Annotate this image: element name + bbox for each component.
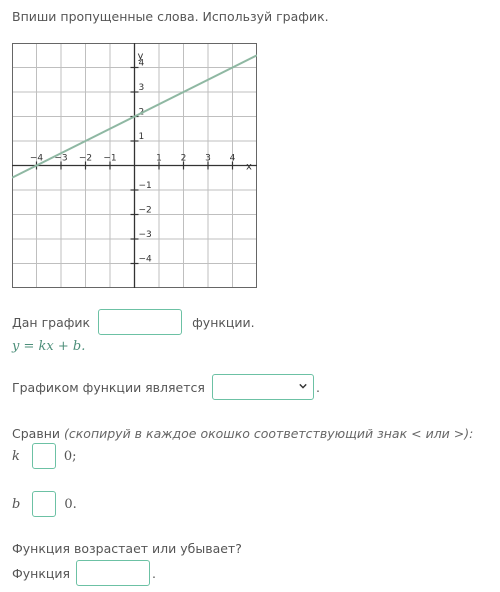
x-tick-label: −3	[54, 153, 68, 164]
x-axis-label: x	[245, 161, 252, 173]
q4-prefix: Функция	[12, 565, 71, 581]
q3-prefix: Сравни	[12, 426, 60, 441]
x-tick-label: −2	[78, 153, 93, 164]
k-rhs: 0;	[63, 448, 77, 464]
graph-svg	[12, 43, 257, 288]
instruction-text: Впиши пропущенные слова. Используй график.	[12, 9, 329, 24]
q3-k-row	[12, 443, 77, 469]
chevron-down-icon	[299, 382, 307, 390]
q3-b-row	[12, 491, 77, 517]
b-sign-input[interactable]	[32, 491, 56, 517]
y-tick-label: 4	[138, 58, 145, 69]
x-tick-label: 3	[205, 153, 211, 164]
q4-dot: .	[152, 565, 157, 581]
q2-row	[12, 374, 320, 400]
y-tick-label: −3	[138, 230, 152, 240]
y-tick-label: −2	[138, 205, 152, 216]
y-tick-label: 3	[138, 83, 145, 93]
y-axis-label: y	[137, 50, 144, 62]
x-tick-label: 2	[180, 153, 187, 164]
graph-type-select[interactable]	[212, 374, 314, 400]
q1-suffix: функции.	[192, 314, 255, 330]
y-tick-label: 2	[138, 107, 145, 118]
q1-prefix: Дан график	[12, 314, 91, 330]
q3-row	[12, 426, 473, 441]
x-tick-label: −4	[29, 153, 44, 164]
function-graph	[12, 43, 257, 288]
y-tick-label: −4	[138, 254, 152, 265]
x-tick-label: 1	[156, 153, 162, 164]
function-type-input[interactable]	[98, 309, 182, 335]
b-rhs: 0.	[64, 496, 77, 512]
b-label: b	[12, 496, 21, 512]
k-sign-input[interactable]	[32, 443, 56, 469]
q3-hint: (скопируй в каждое окошко соответствующий знак < или >):	[64, 426, 474, 441]
q4-question-row	[12, 541, 242, 556]
monotonicity-input[interactable]	[76, 560, 150, 586]
q2-dot: .	[315, 379, 320, 395]
y-tick-label: −1	[138, 181, 152, 191]
q2-prefix: Графиком функции является	[12, 379, 205, 395]
q4-row	[12, 560, 156, 586]
k-label: k	[12, 448, 20, 464]
y-tick-label: 1	[138, 132, 145, 142]
q4-question: Функция возрастает или убывает?	[12, 541, 242, 556]
x-tick-label: 4	[229, 153, 236, 164]
q1-formula-row	[12, 339, 85, 354]
q1-formula: y = kx + b.	[12, 339, 86, 354]
x-tick-label: −1	[103, 153, 117, 164]
q1-row	[12, 309, 255, 335]
